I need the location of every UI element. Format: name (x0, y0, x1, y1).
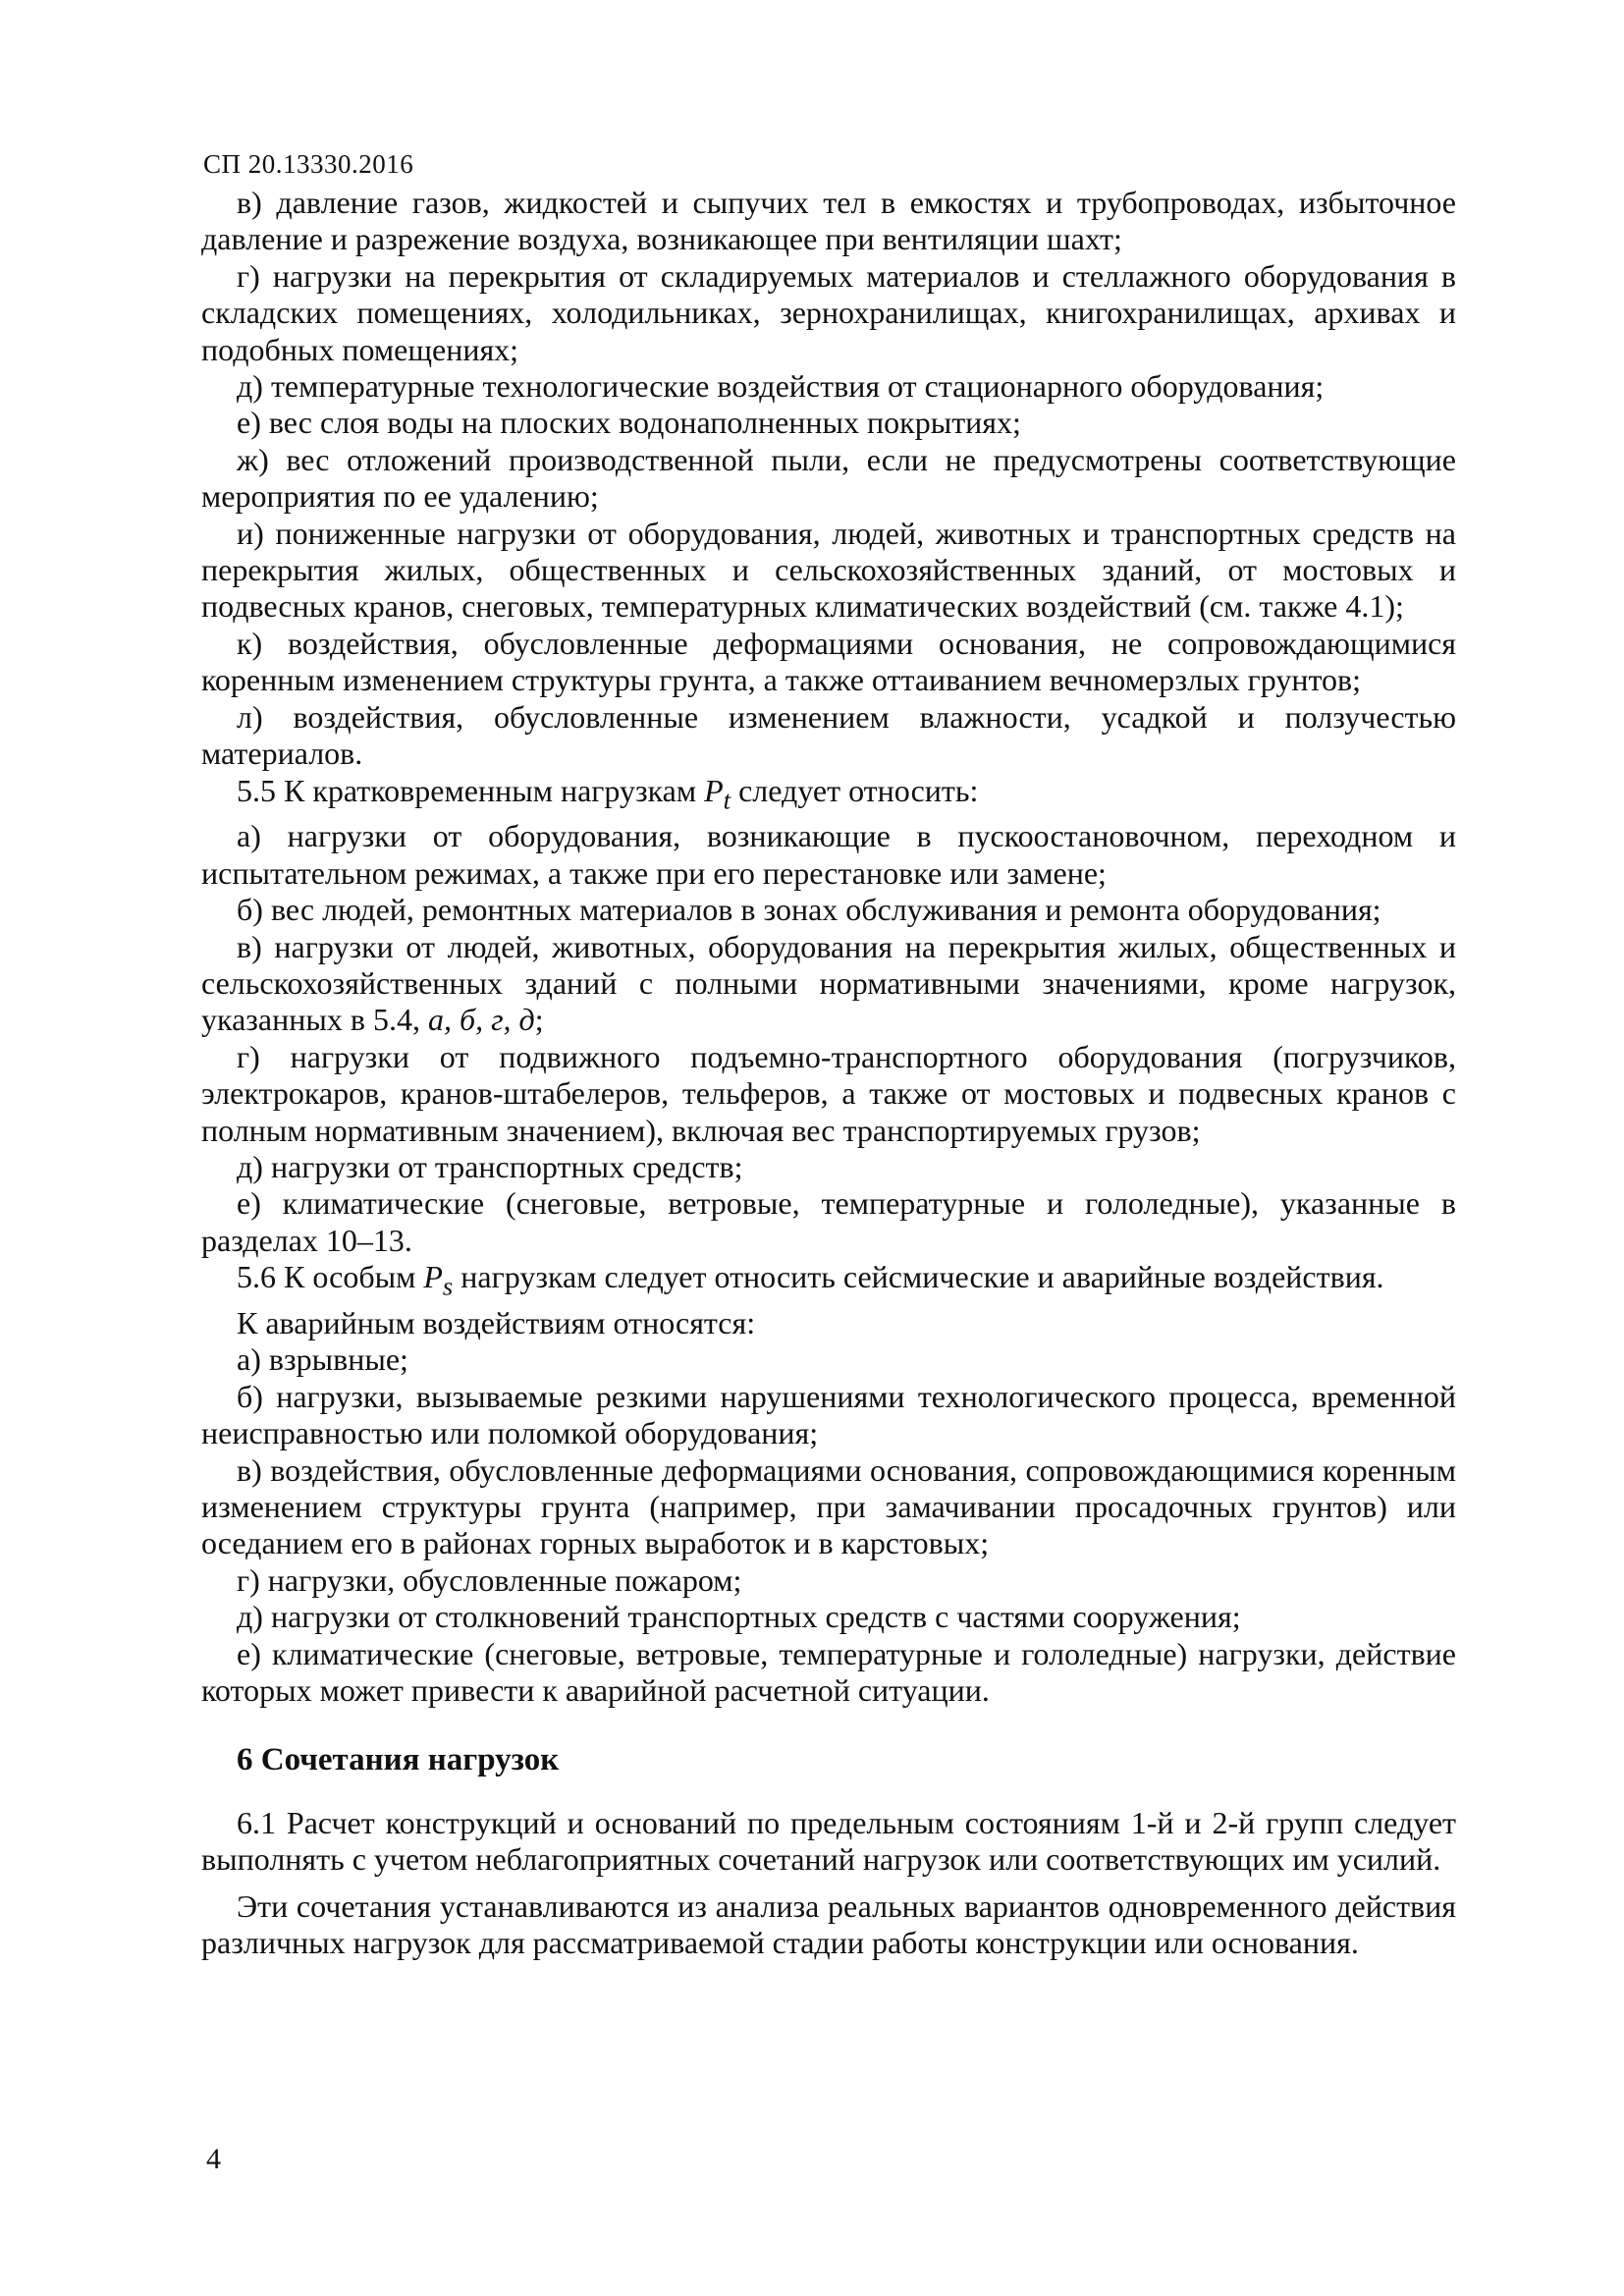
paragraph: е) климатические (снеговые, ветровые, температурные и гололедные), указанные в разделах 10–13. (201, 1185, 1456, 1258)
paragraph: г) нагрузки, обусловленные пожаром; (237, 1561, 742, 1598)
paragraph: в) воздействия, обусловленные деформациями основания, сопровождающимися коренным изменением структуры грунта (например, при замачивании просадочных грунтов) или оседанием его в районах горных выработок и в карстовых; (201, 1451, 1456, 1561)
paragraph: к) воздействия, обусловленные деформациями основания, не сопровождающимися коренным изменением структуры грунта, а также оттаиванием вечномерзлых грунтов; (201, 625, 1456, 698)
paragraph: в) нагрузки от людей, животных, оборудования на перекрытия жилых, общественных и сельскохозяйственных зданий с полными нормативными значениями, кроме нагрузок, указанных в 5.4, а, б, г, д; (201, 928, 1456, 1038)
paragraph: б) нагрузки, вызываемые резкими нарушениями технологического процесса, временной неисправностью или поломкой оборудования; (201, 1378, 1456, 1451)
paragraph: е) климатические (снеговые, ветровые, температурные и гололедные) нагрузки, действие которых может привести к аварийной расчетной ситуации. (201, 1635, 1456, 1709)
document-code: СП 20.13330.2016 (203, 149, 414, 179)
paragraph: б) вес людей, ремонтных материалов в зонах обслуживания и ремонта оборудования; (237, 892, 1381, 928)
paragraph: е) вес слоя воды на плоских водонаполненных покрытиях; (237, 405, 1021, 441)
paragraph: К аварийным воздействиям относятся: (237, 1304, 756, 1340)
paragraph: д) температурные технологические воздействия от стационарного оборудования; (237, 368, 1325, 405)
clause-5-5: 5.5 К кратковременным нагрузкам $P_t$ следует относить: (237, 772, 979, 814)
paragraph: 6.1 Расчет конструкций и оснований по предельным состояниям 1-й и 2-й групп следует выполнять с учетом неблагоприятных сочетаний нагрузок или соответствующих им усилий. (201, 1804, 1456, 1878)
symbol-p: P (423, 1259, 443, 1295)
paragraph: в) давление газов, жидкостей и сыпучих тел в емкостях и трубопроводах, избыточное давление и разрежение воздуха, возникающее при вентиляции шахт; (201, 185, 1456, 257)
paragraph: а) нагрузки от оборудования, возникающие в пускоостановочном, переходном и испытательном режимах, а также при его перестановке или замене; (201, 818, 1456, 891)
symbol-p: P (704, 772, 724, 808)
paragraph-gap (201, 1879, 1456, 1888)
paragraph: г) нагрузки от подвижного подъемно-транспортного оборудования (погрузчиков, электрокаров, кранов-штабелеров, тельферов, а также от мостовых и подвесных кранов с полным нормативным значением), включая вес транспортируемых грузов; (201, 1038, 1456, 1148)
page-number: 4 (206, 2143, 221, 2175)
paragraph: д) нагрузки от транспортных средств; (237, 1148, 743, 1184)
section-heading: 6 Сочетания нагрузок (237, 1742, 560, 1778)
paragraph: ж) вес отложений производственной пыли, если не предусмотрены соответствующие мероприятия по ее удалению; (201, 441, 1456, 515)
paragraph: д) нагрузки от столкновений транспортных средств с частями сооружения; (237, 1599, 1241, 1635)
page-body (201, 185, 1456, 1961)
paragraph: г) нагрузки на перекрытия от складируемых материалов и стеллажного оборудования в складских помещениях, холодильниках, зернохранилищах, книгохранилищах, архивах и подобных помещениях; (201, 257, 1456, 367)
paragraph: и) пониженные нагрузки от оборудования, людей, животных и транспортных средств на перекрытия жилых, общественных и сельскохозяйственных зданий, от мостовых и подвесных кранов, снеговых, температурных климатических воздействий (см. также 4.1); (201, 515, 1456, 625)
paragraph: а) взрывные; (237, 1341, 408, 1378)
paragraph: Эти сочетания устанавливаются из анализа реальных вариантов одновременного действия различных нагрузок для рассматриваемой стадии работы конструкции или основания. (201, 1887, 1456, 1961)
clause-5-6: 5.6 К особым $P_s$ нагрузкам следует относить сейсмические и аварийные воздействия. (237, 1259, 1384, 1301)
paragraph: л) воздействия, обусловленные изменением влажности, усадкой и ползучестью материалов. (201, 698, 1456, 772)
